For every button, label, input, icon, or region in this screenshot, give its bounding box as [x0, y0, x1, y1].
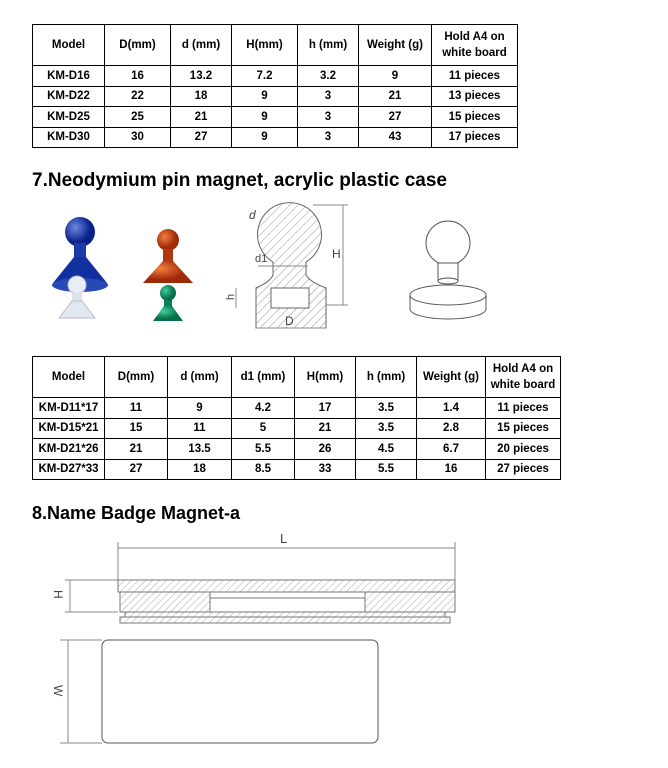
value-cell: 11 pieces — [486, 398, 561, 419]
model-cell: KM-D22 — [33, 86, 105, 107]
value-cell: 9 — [168, 398, 232, 419]
col-header: d (mm) — [168, 357, 232, 398]
value-cell: 21 — [171, 107, 232, 128]
value-cell: 20 pieces — [486, 439, 561, 460]
value-cell: 5 — [232, 418, 295, 439]
col-header: Hold A4 on white board — [432, 25, 518, 66]
value-cell: 11 — [168, 418, 232, 439]
col-header: H(mm) — [295, 357, 356, 398]
model-cell: KM-D11*17 — [33, 398, 105, 419]
table-row — [33, 107, 518, 128]
col-header: Hold A4 on white board — [486, 357, 561, 398]
section-7-title: 7.Neodymium pin magnet, acrylic plastic case — [32, 170, 447, 191]
value-cell: 3.5 — [356, 398, 417, 419]
value-cell: 11 pieces — [432, 66, 518, 87]
value-cell: 21 — [105, 439, 168, 460]
value-cell: 3.2 — [298, 66, 359, 87]
value-cell: 15 pieces — [486, 418, 561, 439]
table-row — [33, 418, 561, 439]
model-cell: KM-D15*21 — [33, 418, 105, 439]
dim-label-L: L — [280, 531, 288, 546]
pin-magnet-3d-drawing — [400, 215, 500, 325]
section-8-title: 8.Name Badge Magnet-a — [32, 503, 241, 523]
value-cell: 25 — [105, 107, 171, 128]
col-header: d (mm) — [171, 25, 232, 66]
value-cell: 13 pieces — [432, 86, 518, 107]
value-cell: 27 — [105, 459, 168, 480]
dim-label-H: H — [332, 247, 341, 261]
value-cell: 33 — [295, 459, 356, 480]
col-header: H(mm) — [232, 25, 298, 66]
value-cell: 43 — [359, 127, 432, 148]
value-cell: 16 — [105, 66, 171, 87]
col-header: Model — [33, 25, 105, 66]
value-cell: 3 — [298, 86, 359, 107]
value-cell: 27 — [171, 127, 232, 148]
value-cell: 13.2 — [171, 66, 232, 87]
table-row — [33, 66, 518, 87]
dim-label-W: W — [51, 685, 65, 697]
table-row — [33, 127, 518, 148]
value-cell: 9 — [232, 86, 298, 107]
value-cell: 6.7 — [417, 439, 486, 460]
name-badge-magnet-diagram — [40, 530, 470, 750]
table-header-row — [33, 357, 561, 398]
value-cell: 3 — [298, 127, 359, 148]
table-row — [33, 398, 561, 419]
value-cell: 17 pieces — [432, 127, 518, 148]
value-cell: 1.4 — [417, 398, 486, 419]
dim-label-H: H — [51, 590, 65, 599]
dim-label-d1: d1 — [255, 253, 268, 265]
value-cell: 18 — [168, 459, 232, 480]
model-cell: KM-D30 — [33, 127, 105, 148]
value-cell: 3.5 — [356, 418, 417, 439]
value-cell: 4.2 — [232, 398, 295, 419]
col-header: Model — [33, 357, 105, 398]
value-cell: 11 — [105, 398, 168, 419]
value-cell: 15 — [105, 418, 168, 439]
value-cell: 13.5 — [168, 439, 232, 460]
table-row — [33, 86, 518, 107]
value-cell: 21 — [295, 418, 356, 439]
spec-table-2 — [32, 356, 561, 480]
col-header: D(mm) — [105, 357, 168, 398]
value-cell: 9 — [232, 127, 298, 148]
pin-magnets-photo — [45, 205, 205, 335]
value-cell: 7.2 — [232, 66, 298, 87]
model-cell: KM-D25 — [33, 107, 105, 128]
value-cell: 21 — [359, 86, 432, 107]
table-header-row — [33, 25, 518, 66]
value-cell: 30 — [105, 127, 171, 148]
value-cell: 15 pieces — [432, 107, 518, 128]
spec-table-1 — [32, 24, 518, 148]
value-cell: 5.5 — [232, 439, 295, 460]
table-row — [33, 459, 561, 480]
value-cell: 9 — [359, 66, 432, 87]
value-cell: 27 — [359, 107, 432, 128]
col-header: Weight (g) — [359, 25, 432, 66]
dim-label-h: h — [225, 293, 237, 300]
col-header: h (mm) — [298, 25, 359, 66]
model-cell: KM-D21*26 — [33, 439, 105, 460]
value-cell: 16 — [417, 459, 486, 480]
table-row — [33, 439, 561, 460]
value-cell: 27 pieces — [486, 459, 561, 480]
col-header: Weight (g) — [417, 357, 486, 398]
model-cell: KM-D16 — [33, 66, 105, 87]
value-cell: 9 — [232, 107, 298, 128]
pin-magnet-cross-section-diagram — [218, 200, 358, 335]
col-header: h (mm) — [356, 357, 417, 398]
value-cell: 4.5 — [356, 439, 417, 460]
dim-label-d: d — [249, 208, 256, 222]
dim-label-D: D — [285, 314, 294, 328]
value-cell: 17 — [295, 398, 356, 419]
value-cell: 8.5 — [232, 459, 295, 480]
value-cell: 3 — [298, 107, 359, 128]
col-header: d1 (mm) — [232, 357, 295, 398]
value-cell: 26 — [295, 439, 356, 460]
model-cell: KM-D27*33 — [33, 459, 105, 480]
value-cell: 2.8 — [417, 418, 486, 439]
value-cell: 5.5 — [356, 459, 417, 480]
col-header: D(mm) — [105, 25, 171, 66]
value-cell: 22 — [105, 86, 171, 107]
value-cell: 18 — [171, 86, 232, 107]
